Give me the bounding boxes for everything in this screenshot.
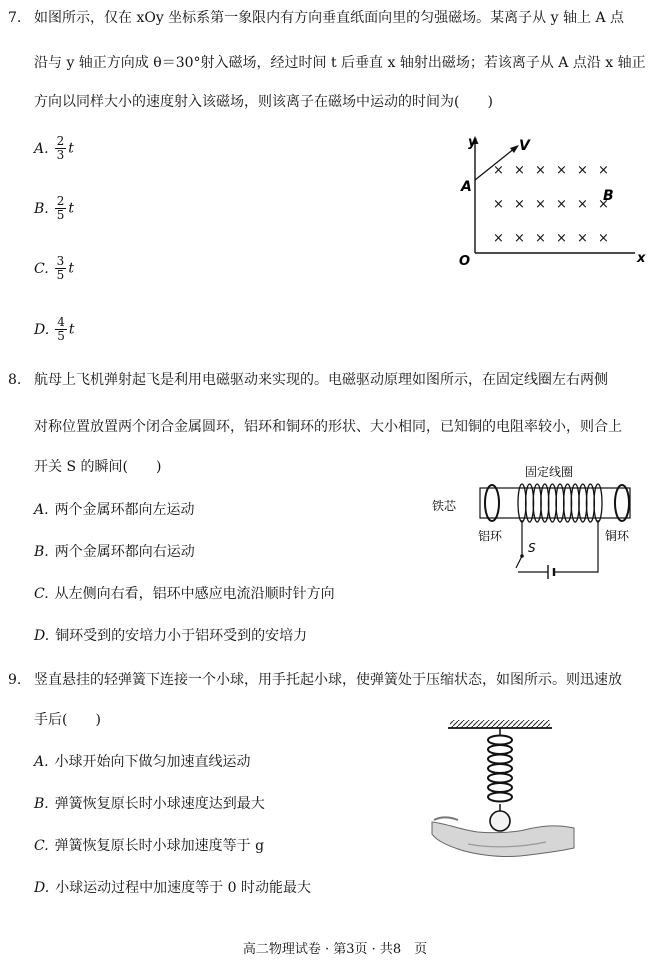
q7-option-a-var: t bbox=[68, 140, 74, 157]
copper-ring bbox=[615, 485, 629, 521]
q8-option-c-text: 从左侧向右看，铝环中感应电流沿顺时针方向 bbox=[54, 586, 335, 602]
spring bbox=[488, 736, 512, 802]
aluminum-ring bbox=[485, 485, 499, 521]
coil-loop bbox=[586, 484, 594, 522]
point-a-label: A bbox=[461, 179, 472, 195]
field-cross-icon: × bbox=[556, 163, 567, 178]
q8-option-b-text: 两个金属环都向右运动 bbox=[54, 544, 195, 560]
spring-coil bbox=[488, 764, 512, 773]
iron-core-label: 铁芯 bbox=[432, 499, 457, 513]
q8-text-line2: 对称位置放置两个闭合金属圆环，铝环和铜环的形状、大小相同，已知铜的电阻率较小，则合上 bbox=[34, 419, 622, 435]
q7-option-a[interactable] bbox=[34, 135, 74, 162]
field-cross-icon: × bbox=[514, 231, 525, 246]
field-cross-icon: × bbox=[598, 231, 609, 246]
field-cross-icon: × bbox=[514, 197, 525, 212]
q8-option-c[interactable] bbox=[34, 585, 335, 603]
q9-figure-spring-ball bbox=[428, 716, 580, 866]
q7-option-d-num: 4 bbox=[57, 315, 65, 329]
field-cross-icon: × bbox=[556, 231, 567, 246]
q7-option-c-var: t bbox=[68, 260, 74, 277]
velocity-arrow-icon bbox=[510, 145, 519, 153]
q7-option-a-label: A. bbox=[34, 140, 49, 157]
q9-option-a[interactable] bbox=[34, 753, 251, 771]
q8-option-d-label: D. bbox=[34, 628, 50, 644]
coil-loop bbox=[518, 484, 526, 522]
y-axis-label: y bbox=[468, 135, 477, 150]
coil-loop bbox=[564, 484, 572, 522]
spring-coil bbox=[488, 783, 512, 792]
q8-option-a-text: 两个金属环都向左运动 bbox=[54, 502, 195, 518]
q7-text-line2: 沿与 y 轴正方向成 θ＝30°射入磁场，经过时间 t 后垂直 x 轴射出磁场；若该离子从 A 点沿 x 轴正 bbox=[34, 55, 646, 71]
q9-option-d[interactable] bbox=[34, 879, 311, 897]
q9-option-d-text: 小球运动过程中加速度等于 0 时动能最大 bbox=[55, 880, 311, 896]
q7-option-b-label: B. bbox=[34, 200, 49, 217]
q7-option-c[interactable] bbox=[34, 255, 74, 282]
coil-loop bbox=[579, 484, 587, 522]
field-cross-icon: × bbox=[556, 197, 567, 212]
field-cross-icon: × bbox=[598, 197, 609, 212]
spring-coil bbox=[488, 793, 512, 802]
copper-ring-label: 铜环 bbox=[605, 529, 630, 543]
ceiling-hatch bbox=[450, 720, 550, 728]
q7-option-c-den: 5 bbox=[56, 268, 65, 282]
q9-option-b-text: 弹簧恢复原长时小球速度达到最大 bbox=[54, 796, 265, 812]
field-cross-icon: × bbox=[577, 163, 588, 178]
q9-option-c[interactable] bbox=[34, 837, 264, 855]
q9-text-line1: 竖直悬挂的轻弹簧下连接一个小球，用手托起小球，使弹簧处于压缩状态，如图所示。则迅速放 bbox=[34, 672, 622, 688]
q9-option-d-label: D. bbox=[34, 880, 50, 896]
field-cross-icon: × bbox=[535, 163, 546, 178]
x-axis-label: x bbox=[637, 251, 646, 266]
q7-text-line3: 方向以同样大小的速度射入该磁场，则该离子在磁场中运动的时间为( ) bbox=[34, 94, 493, 110]
spring-coil bbox=[488, 755, 512, 764]
q7-option-b-var: t bbox=[68, 200, 75, 217]
point-b-label: B bbox=[603, 188, 614, 204]
switch-label: S bbox=[528, 541, 536, 555]
coil-loop bbox=[571, 484, 579, 522]
spring-coil bbox=[488, 774, 512, 783]
field-cross-icon: × bbox=[535, 231, 546, 246]
origin-label: O bbox=[459, 254, 471, 268]
q8-option-a[interactable] bbox=[34, 501, 195, 519]
coil-loop bbox=[541, 484, 549, 522]
q7-option-a-num: 2 bbox=[56, 134, 65, 148]
q9-option-c-text: 弹簧恢复原长时小球加速度等于 g bbox=[54, 838, 265, 854]
field-cross-icon: × bbox=[493, 231, 504, 246]
coil-loop bbox=[526, 484, 534, 522]
coil-loop bbox=[594, 484, 602, 522]
coil-loop bbox=[533, 484, 541, 522]
q9-option-a-label: A. bbox=[34, 754, 49, 770]
q7-option-b[interactable] bbox=[34, 195, 74, 222]
q8-option-b-label: B. bbox=[34, 544, 49, 560]
page-footer: 高二物理试卷 · 第3页 · 共8 页 bbox=[242, 942, 428, 957]
velocity-label: V bbox=[519, 138, 530, 154]
switch-pivot bbox=[520, 554, 524, 558]
q7-number: 7. bbox=[8, 10, 22, 26]
q7-figure-magnetic-field bbox=[455, 128, 660, 268]
field-cross-icon: × bbox=[493, 163, 504, 178]
field-cross-icon: × bbox=[577, 231, 588, 246]
q7-option-b-den: 5 bbox=[56, 208, 65, 222]
q8-figure-electromagnetic-drive bbox=[430, 458, 660, 580]
switch-lever[interactable] bbox=[516, 556, 522, 568]
q7-option-c-label: C. bbox=[34, 260, 49, 277]
q9-option-b-label: B. bbox=[34, 796, 49, 812]
q7-option-d-den: 5 bbox=[57, 329, 65, 343]
q8-text-line1: 航母上飞机弹射起飞是利用电磁驱动来实现的。电磁驱动原理如图所示，在固定线圈左右两侧 bbox=[34, 372, 608, 388]
q7-text-line1: 如图所示，仅在 xOy 坐标系第一象限内有方向垂直纸面向里的匀强磁场。某离子从 y 轴上 A 点 bbox=[34, 10, 625, 26]
ball bbox=[490, 811, 510, 831]
field-cross-icon: × bbox=[577, 197, 588, 212]
q8-option-a-label: A. bbox=[34, 502, 49, 518]
q9-option-a-text: 小球开始向下做匀加速直线运动 bbox=[54, 754, 251, 770]
q7-option-b-num: 2 bbox=[56, 194, 65, 208]
field-cross-icon: × bbox=[493, 197, 504, 212]
q9-option-b[interactable] bbox=[34, 795, 265, 813]
coil-loop bbox=[556, 484, 564, 522]
spring-coil bbox=[488, 736, 512, 745]
field-cross-icon: × bbox=[598, 163, 609, 178]
q7-option-c-num: 3 bbox=[56, 254, 65, 268]
q7-option-a-den: 3 bbox=[56, 148, 65, 162]
coil-loop bbox=[548, 484, 556, 522]
q8-option-d-text: 铜环受到的安培力小于铝环受到的安培力 bbox=[55, 628, 308, 644]
aluminum-ring-label: 铝环 bbox=[478, 529, 503, 543]
q7-option-d-label: D. bbox=[34, 321, 50, 338]
q8-number: 8. bbox=[8, 372, 22, 388]
coil-label: 固定线圈 bbox=[525, 465, 574, 479]
q7-option-d[interactable] bbox=[34, 316, 74, 343]
q9-text-line2: 手后( ) bbox=[34, 712, 101, 728]
coil-windings bbox=[518, 484, 602, 522]
q8-option-d[interactable] bbox=[34, 627, 307, 645]
iron-core bbox=[480, 488, 630, 518]
spring-coil bbox=[488, 745, 512, 754]
q8-option-c-label: C. bbox=[34, 586, 49, 602]
field-cross-icon: × bbox=[514, 163, 525, 178]
q9-option-c-label: C. bbox=[34, 838, 49, 854]
field-cross-icon: × bbox=[535, 197, 546, 212]
hand-thumb bbox=[434, 817, 458, 820]
circuit-wire-right bbox=[554, 520, 598, 572]
q7-option-d-var: t bbox=[68, 321, 75, 338]
q8-text-line3: 开关 S 的瞬间( ) bbox=[34, 459, 162, 475]
q9-number: 9. bbox=[8, 672, 22, 688]
q8-option-b[interactable] bbox=[34, 543, 195, 561]
